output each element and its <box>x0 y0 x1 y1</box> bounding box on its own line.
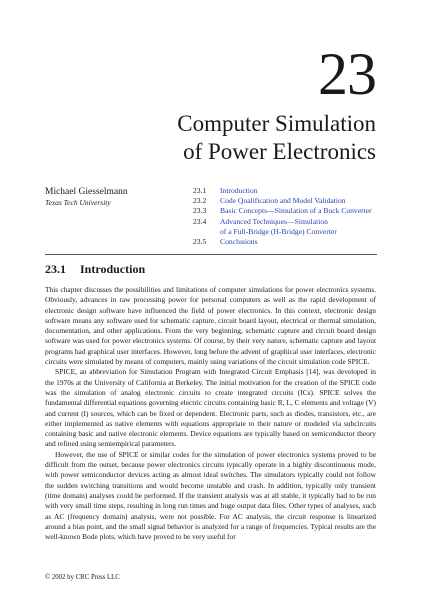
toc-entry-text[interactable]: Basic Concepts—Simulation of a Buck Converter <box>220 206 372 216</box>
chapter-title-line-1: Computer Simulation <box>177 111 376 136</box>
author-name: Michael Giesselmann <box>45 187 128 197</box>
toc-entry-link[interactable] <box>220 206 372 216</box>
author-block <box>45 186 128 208</box>
toc-entry[interactable] <box>193 237 393 247</box>
section-divider <box>45 254 377 255</box>
toc-entry-number: 23.1 <box>193 186 207 195</box>
toc-entry-text[interactable]: Introduction <box>220 186 258 195</box>
section-heading <box>45 262 145 277</box>
body-text <box>45 285 376 542</box>
chapter-contents <box>193 186 393 247</box>
toc-entry-number: 23.2 <box>193 196 207 206</box>
toc-entry-link[interactable] <box>220 186 258 196</box>
toc-entry-link[interactable] <box>220 237 258 247</box>
toc-entry-text-continued[interactable]: of a Full-Bridge (H-Bridge) Converter <box>220 226 337 236</box>
toc-entry-text[interactable]: Conclusions <box>220 237 258 247</box>
toc-entry-link[interactable] <box>220 217 337 237</box>
chapter-title-line-2: of Power Electronics <box>183 139 376 164</box>
section-title: Introduction <box>80 262 146 276</box>
section-number: 23.1 <box>45 262 66 276</box>
copyright-footer: © 2002 by CRC Press LLC <box>45 574 120 581</box>
toc-entry-link[interactable] <box>220 196 346 206</box>
paragraph: However, the use of SPICE or similar codes for the simulation of power electronics systems proved to be difficult from the outset, because power electronics circuits typically operate in a highly discontinuous mode, with power semiconductor devices acting as almost ideal switches. The simulators typically could not follow the sudden switching transitions and would become unstable and crash. In addition, typically only transient (time domain) analyses could be performed. If the transient analysis was at all stable, it typically had to be run with very small time steps, resulting in long run times and huge output data files. Other types of analyses, such as AC (frequency domain) analysis, were not possible. For AC analysis, the circuit response is linearized around a bias point, and the small signal behavior is analyzed for a range of frequencies. Typical results are the well-known Bode plots, which have proved to be very useful for <box>45 449 376 542</box>
paragraph: This chapter discusses the possibilities and limitations of computer simulations for power electronics systems. Obviously, advances in raw processing power for personal computers as well as the rapid development of electronic design software have influenced the field of power electronics. In this context, electronic design software means any software used for schematic capture, circuit board layout, electrical or thermal simulation, documentation, and other applications. From the very beginning, schematic capture and circuit board design software was used for power electronics systems. Of course, by their very nature, schematic capture and layout programs had graphical user interfaces. However, long before the advent of graphical user interfaces, electronic circuits were simulated by means of computers, mainly using variations of the circuit simulation code SPICE. <box>45 285 376 367</box>
paragraph: SPICE, an abbreviation for Simulation Program with Integrated Circuit Emphasis [14], was developed in the 1970s at the University of California at Berkeley. The initial motivation for the creation of the SPICE code was the simulation of analog electronic circuits to create integrated circuits (ICs). SPICE solves the fundamental differential equations governing electric circuits containing basic R, L, C elements and voltage (V) and current (I) sources, which can be fixed or dependent. Electronic parts, such as diodes, transistors, etc., are either implemented as native elements with equations appropriate to their nature or modeled via subcircuits containing basic and native electronic elements. Device equations are typically based on semiconductor theory and refined using semiempirical parameters. <box>45 367 376 449</box>
chapter-number: 23 <box>318 41 376 107</box>
toc-entry-number: 23.3 <box>193 206 207 216</box>
author-affiliation: Texas Tech University <box>45 198 111 207</box>
toc-entry[interactable] <box>193 196 393 206</box>
toc-entry[interactable] <box>193 217 393 237</box>
toc-entry[interactable] <box>193 206 393 216</box>
chapter-title <box>177 110 376 166</box>
toc-entry-text[interactable]: Advanced Techniques—Simulation <box>220 216 328 226</box>
toc-entry[interactable] <box>193 186 393 196</box>
toc-entry-text[interactable]: Code Qualification and Model Validation <box>220 196 346 206</box>
toc-entry-number: 23.4 <box>193 216 207 226</box>
toc-entry-number: 23.5 <box>193 237 207 247</box>
